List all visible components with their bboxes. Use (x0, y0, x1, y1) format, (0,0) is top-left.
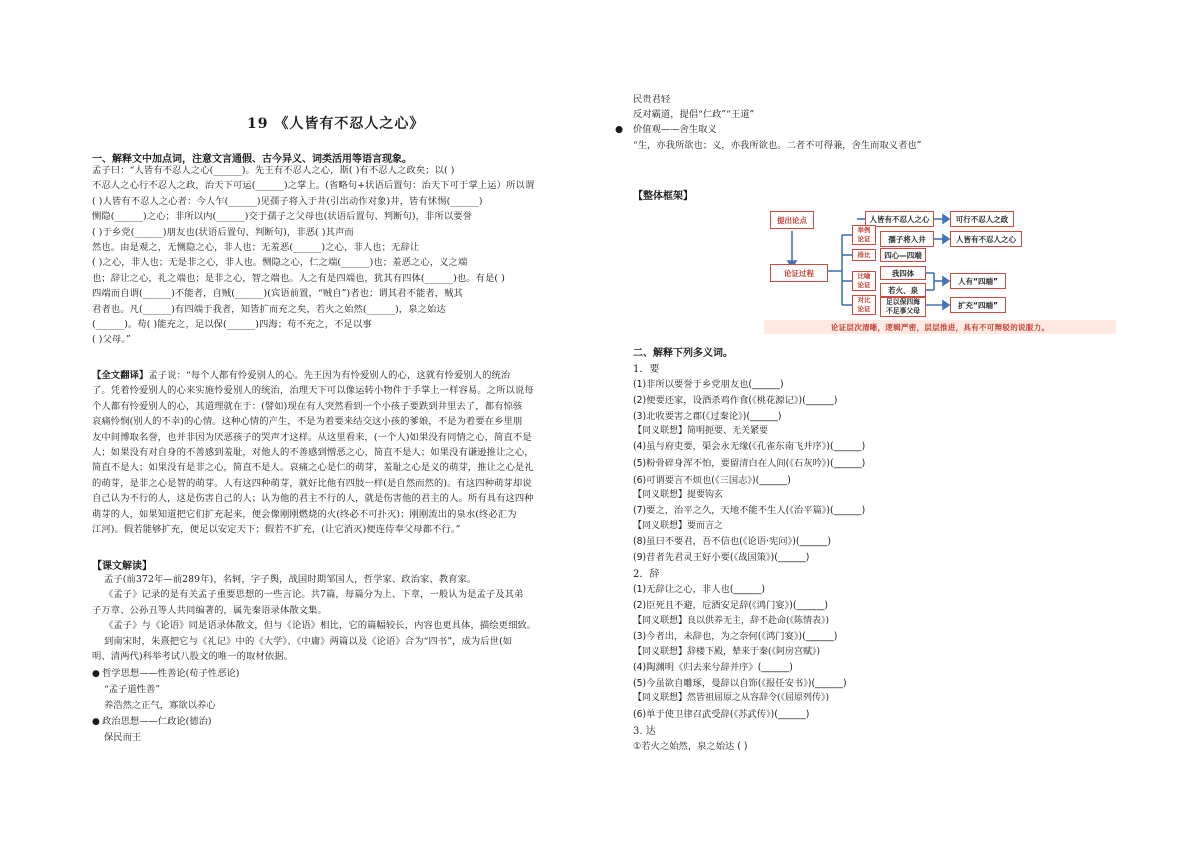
node-expand-sprouts: 扩充“四端” (950, 297, 1006, 313)
translation-line: 人；如果没有对自身的不善感到羞耻，对他人的不善感到憎恶之心，简直不是人；如果没有谦逊推让之心， (92, 447, 534, 459)
question-line: (3)今者出，未辞也，为之奈何(《鸿门宴》)(______) (633, 631, 838, 642)
association-line: 【同义联想】提要钩玄 (633, 490, 724, 500)
question-line: (6)可谓要言不烦也(《三国志》)(______) (633, 475, 791, 486)
node-benevolent-rule: 可行不忍人之政 (950, 211, 1014, 227)
full-translation (92, 368, 604, 537)
diagram-summary-banner: 论证层次清晰，逻辑严密，层层推进，具有不可辩驳的说服力。 (764, 320, 1116, 334)
section2-heading: 二、解释下列多义词。 (633, 348, 733, 359)
translation-line: 友中间博取名誉，也并非因为厌恶孩子的哭声才这样。从这里看来，(一个人)如果没有同情之心，简直不是 (92, 431, 532, 443)
value-quote: “生，亦我所欲也；义，亦我所欲也。二者不可得兼，舍生而取义者也” (633, 140, 922, 151)
association-line: 【同义联想】要而言之 (633, 521, 724, 531)
question-line: (2)便要还家，设酒杀鸡作食(《桃花源记》)(______) (633, 395, 838, 406)
framework-diagram (762, 209, 1122, 337)
node-four-hearts: 四心—四端 (880, 248, 926, 262)
question-line: (8)虽曰不要君，吾不信也(《论语·宪问》)(______) (633, 536, 831, 547)
label-parallel: 排比 (852, 249, 876, 261)
translation-line: 了。凭着怜爱别人的心来实施怜爱别人的统治，治理天下可以像运转小物件于手掌上一样容易。之所以说每 (92, 385, 534, 397)
question-line: ①若火之始然，泉之始达 ( ) (633, 741, 748, 752)
question-line: (6)单于使卫律召武受辞(《苏武传》)(______) (633, 709, 810, 720)
bullet-dot-icon: ● (615, 124, 624, 135)
bullet-philosophy: ● 哲学思想——性善论(荀子性恶论) (92, 666, 239, 682)
analysis-line: 孟子(前372年—前289年)，名轲，字子舆，战国时期邹国人，哲学家、政治家、教育家。 (104, 574, 477, 585)
word-heading-yao: 1．要 (633, 364, 660, 375)
translation-line: 萌芽的人，如果知道把它们扩充起来，便会像刚刚燃烧的火(终必不可扑灭)；刚刚流出的泉水(终必汇为 (92, 508, 517, 520)
sub-line: “孟子道性善” (104, 684, 160, 695)
node-fire-spring: 若火、泉 (880, 283, 926, 297)
translation-line: 简直不是人；如果没有是非之心，简直不是人。哀痛之心是仁的萌芽，羞耻之心是义的萌芽，推让之心是礼 (92, 462, 534, 474)
translation-line: 江河)。假若能够扩充，便足以安定天下；假若不扩充，(让它消灭)便连侍奉父母都不行。” (92, 524, 461, 536)
question-line: (9)昔者先君灵王好小要(《战国策》)(______) (633, 552, 810, 563)
bullet-value: ● 价值观——舍生取义 (615, 122, 717, 137)
text-line: 不忍人之心行不忍人之政，治天下可运(______)之掌上。(省略句+状语后置句：治天下可于掌上运）所以谓 (92, 180, 535, 192)
translation-line: 【全文翻译】孟子说：“每个人都有怜爱别人的心。先王因为有怜爱别人的心，这就有怜爱别人的统治 (92, 370, 511, 381)
label-analogy: 比喻 论证 (852, 271, 876, 291)
node-four-sprouts: 人有“四端” (950, 273, 1006, 289)
question-line: (4)陶渊明《归去来兮辞并序》(______) (633, 662, 793, 673)
bullet-dot-icon: ● (92, 669, 100, 679)
lesson-title: 19 《人皆有不忍人之心》 (247, 116, 425, 132)
node-child-well: 孺子将入井 (880, 231, 934, 247)
question-line: (5)今虽欲自雕琢，曼辞以自饰(《报任安书》)(______) (633, 678, 847, 689)
translation-tag: 【全文翻译】 (92, 370, 149, 381)
question-line: (1)非所以要誉于乡党朋友也(______) (633, 379, 784, 390)
translation-line: 的萌芽，是非之心是智的萌芽。人有这四种萌芽，就好比他有四肢一样(是自然而然的)。有这四种萌芽却说 (92, 477, 532, 489)
question-line: (2)臣死且不避，卮酒安足辞(《鸿门宴》)(______) (633, 600, 829, 611)
section1-heading: 一、解释文中加点词，注意文言通假、古今异义、词类活用等语言现象。 (92, 154, 412, 165)
association-line: 【同义联想】辞楼下殿，辇来于秦(《阿房宫赋》) (633, 647, 821, 657)
question-line: (3)北收要害之郡(《过秦论》)(______) (633, 411, 782, 422)
word-heading-ci: 2．辞 (633, 569, 660, 580)
text-line: 恻隐(______)之心；非所以内(______)交于孺子之父母也(状语后置句、判断句)，非所以要誉 (92, 211, 473, 223)
analysis-line: 子万章、公孙丑等人共同编著的，属先秦语录体散文集。 (92, 604, 327, 616)
sub-line: 养浩然之正气，寡欲以养心 (104, 700, 216, 711)
top-line: 反对霸道，提倡“仁政”“王道” (633, 109, 755, 120)
analysis-line: 明、清两代)科举考试八股文的唯一的取材依据。 (92, 651, 294, 663)
text-line: ( )父母。” (92, 334, 131, 346)
analysis-tag: 【课文解读】 (92, 561, 152, 572)
text-line: (______)。苟( )能充之，足以保(______)四海；苟不充之，不足以事 (92, 319, 372, 331)
association-line: 【同义联想】然皆祖屈原之从容辞令(《屈原列传》) (633, 693, 830, 703)
question-line: (1)无辞让之心，非人也(______) (633, 584, 765, 595)
node-thesis: 人皆有不忍人之心 (865, 211, 934, 227)
text-line: 然也。由是观之，无恻隐之心，非人也；无羞恶(______)之心，非人也；无辞让 (92, 242, 420, 254)
node-protect-realm: 足以保四海 不足事父母 (880, 297, 926, 317)
text-line: ( )于乡党(______)朋友也(状语后置句、判断句)，非恶( )其声而 (92, 226, 354, 238)
sub-line: 保民而王 (104, 732, 142, 743)
association-line: 【同义联想】简明扼要、无关紧要 (633, 426, 769, 436)
analysis-line: 到南宋时，朱熹把它与《礼记》中的《大学》、《中庸》两篇以及《论语》合为“四书”，成为后世(如 (104, 635, 513, 647)
analysis-line: 《孟子》与《论语》同是语录体散文，但与《论语》相比，它的篇幅较长，内容也更具体，描绘更细致。 (104, 620, 537, 632)
bullet-politics: ● 政治思想——仁政论(德治) (92, 714, 212, 730)
top-line: 民贵君轻 (633, 94, 671, 105)
analysis-line: 《孟子》记录的是有关孟子重要思想的一些言论。共7篇，每篇分为上、下章，一般认为是孟子及其弟 (104, 589, 524, 601)
text-line: 君者也。凡(______)有四端于我者，知皆扩而充之矣，若火之始然(______)，泉之始达 (92, 303, 446, 315)
text-line: 四端而自谓(______)不能者，自贼(______)(宾语前置，“贼自”)者也；谓其君不能者，贼其 (92, 288, 463, 300)
translation-line: 哀痛怜悯(别人的不幸)的心情。这种心情的产生，不是为着要来结交这小孩的爹娘，不是为着要在乡里朋 (92, 416, 523, 428)
text-line: 也；辞让之心，礼之端也；是非之心，智之端也。人之有是四端也，犹其有四体(______)也。有是( ) (92, 272, 505, 284)
question-line: (4)虽与府吏要，渠会永无缘(《孔雀东南飞并序》)(______) (633, 441, 866, 452)
association-line: 【同义联想】良以供养无主，辞不赴命(《陈情表》) (633, 616, 830, 626)
node-thesis-repeat: 人皆有不忍人之心 (950, 231, 1022, 247)
text-line: ( )人皆有不忍人之心者：今人乍(______)见孺子将入于井(引出动作对象)井，皆有怵惕(______) (92, 195, 483, 207)
text-line: ( )之心，非人也；无是非之心，非人也。恻隐之心，仁之端(______)也；羞恶之心，义之端 (92, 257, 468, 269)
label-contrast: 对比 论证 (852, 295, 876, 315)
translation-line: 自己认为不行的人，这是伤害自己的人；认为他的君主不行的人，就是伤害他的君主的人。所有具有这四种 (92, 493, 534, 505)
original-text (92, 163, 604, 348)
node-raise-argument: 提出论点 (770, 211, 814, 229)
framework-heading: 【整体框架】 (633, 191, 693, 202)
translation-line: 个人都有怜爱别人的心，其道理就在于：(譬如)现在有人突然看到一个小孩子要跌到井里去了，都有惊骇 (92, 400, 523, 412)
node-argument-process: 论证过程 (770, 264, 828, 282)
text-line: 孟子曰：“人皆有不忍人之心(______)。先王有不忍人之心，斯( )有不忍人之政矣；以( ) (92, 165, 455, 176)
analysis-text (92, 572, 604, 664)
label-example: 举例 论证 (852, 225, 876, 245)
question-line: (5)粉骨碎身浑不怕，要留清白在人间(《石灰吟》)(______) (633, 458, 866, 469)
word-heading-da: 3. 达 (633, 726, 656, 737)
bullet-dot-icon: ● (92, 717, 100, 727)
node-four-limbs: 我四体 (880, 266, 926, 280)
question-line: (7)要之，治平之久，天地不能不生人(《治平篇》)(______) (633, 505, 866, 516)
